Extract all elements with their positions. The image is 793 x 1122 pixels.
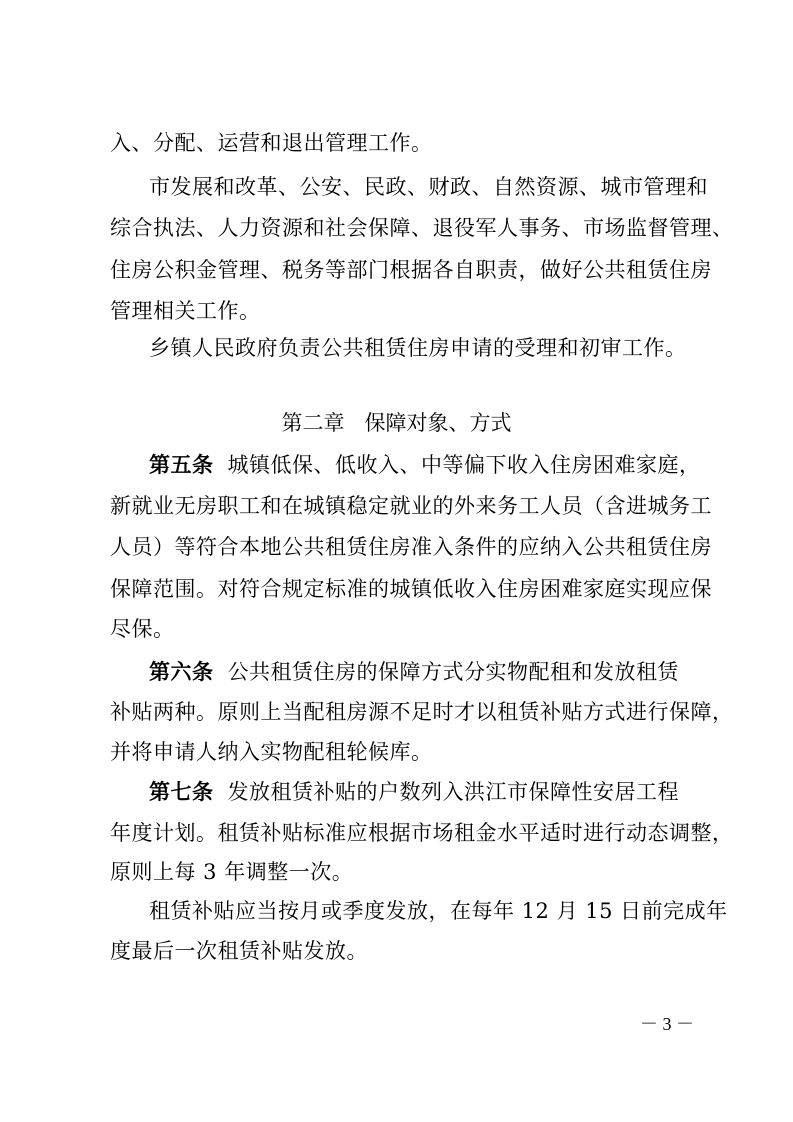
- paragraph-line: 年度计划。租赁补贴标准应根据市场租金水平适时进行动态调整，: [110, 821, 734, 845]
- paragraph-line: 管理相关工作。: [110, 299, 261, 323]
- paragraph-line: 度最后一次租赁补贴发放。: [110, 939, 368, 963]
- paragraph-line: 原则上每 3 年调整一次。: [110, 860, 354, 884]
- paragraph-line: 综合执法、人力资源和社会保障、退役军人事务、市场监督管理、: [110, 216, 734, 240]
- paragraph-line: 保障范围。对符合规定标准的城镇低收入住房困难家庭实现应保: [110, 577, 712, 601]
- chapter-title: 保障对象、方式: [364, 411, 512, 435]
- article-text: 城镇低保、低收入、中等偏下收入住房困难家庭，: [227, 453, 701, 477]
- article-label: 第六条: [149, 660, 214, 684]
- paragraph-line: 新就业无房职工和在城镇稳定就业的外来务工人员（含进城务工: [110, 494, 712, 518]
- article-label: 第五条: [149, 453, 214, 477]
- paragraph-line: 入、分配、运营和退出管理工作。: [110, 131, 433, 155]
- paragraph-line: 并将申请人纳入实物配租轮候库。: [110, 740, 433, 764]
- chapter-heading: [0, 408, 793, 438]
- paragraph-line: 补贴两种。原则上当配租房源不足时才以租赁补贴方式进行保障，: [110, 700, 734, 724]
- paragraph-line: 市发展和改革、公安、民政、财政、自然资源、城市管理和: [149, 175, 708, 199]
- chapter-number: 第二章: [281, 411, 345, 435]
- paragraph-line: 尽保。: [110, 617, 175, 641]
- paragraph-line: 租赁补贴应当按月或季度发放，在每年 12 月 15 日前完成年: [149, 899, 728, 923]
- article-text: 公共租赁住房的保障方式分实物配租和发放租赁: [227, 660, 679, 684]
- paragraph-line: 住房公积金管理、税务等部门根据各自职责，做好公共租赁住房: [110, 258, 712, 282]
- article-first-line: [149, 657, 690, 687]
- paragraph-line: 乡镇人民政府负责公共租赁住房申请的受理和初审工作。: [149, 336, 687, 360]
- paragraph-line: 人员）等符合本地公共租赁住房准入条件的应纳入公共租赁住房: [110, 535, 712, 559]
- article-first-line: [149, 450, 701, 480]
- page-number: － 3 －: [640, 1014, 694, 1034]
- article-label: 第七条: [149, 780, 214, 804]
- article-text: 发放租赁补贴的户数列入洪江市保障性安居工程: [227, 780, 679, 804]
- article-first-line: [149, 777, 690, 807]
